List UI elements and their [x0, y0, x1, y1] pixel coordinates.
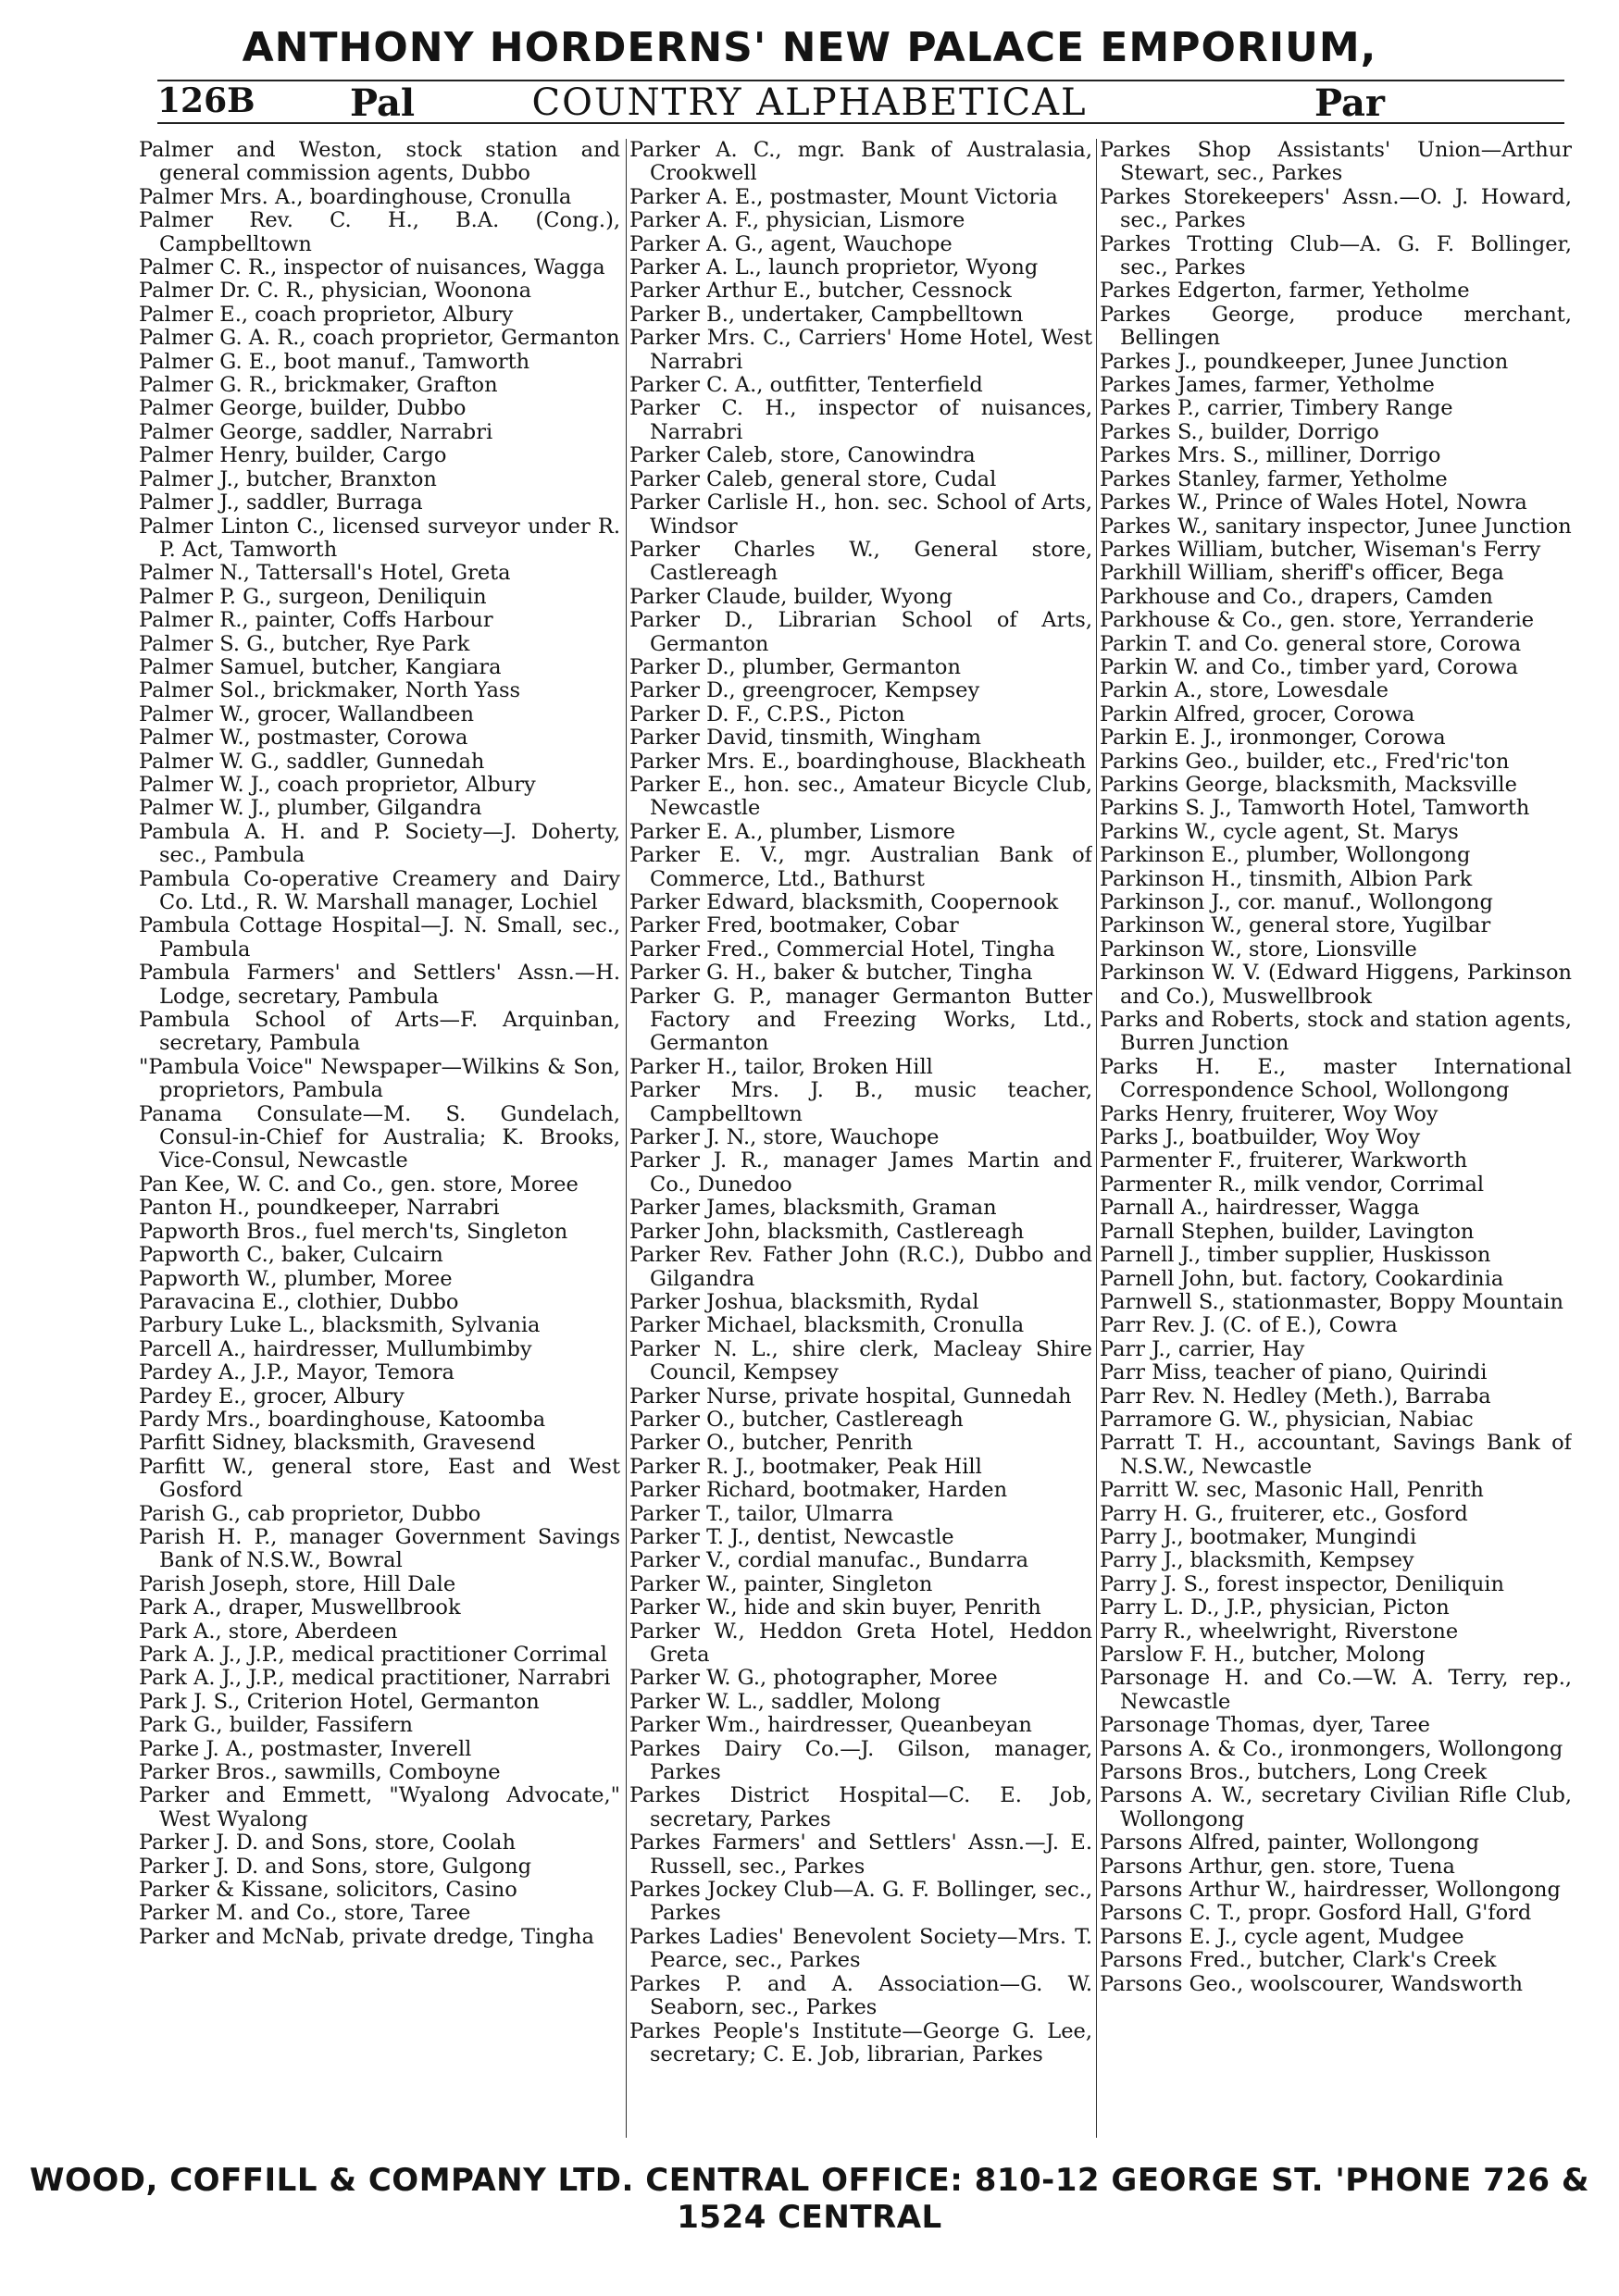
directory-entry: Park J. S., Criterion Hotel, Germanton [139, 1689, 540, 1714]
directory-entry: Parker E., hon. sec., Amateur Bicycle Club, Newcastle [629, 772, 1092, 821]
directory-entry: Parratt T. H., accountant, Savings Bank of N.S.W., Newcastle [1100, 1431, 1572, 1479]
directory-entry: Palmer Dr. C. R., physician, Woonona [139, 279, 532, 304]
directory-entry: Parsons Alfred, painter, Wollongong [1100, 1831, 1479, 1855]
directory-entry: Palmer Henry, builder, Cargo [139, 443, 447, 468]
directory-entry: Parkin A., store, Lowesdale [1100, 678, 1389, 703]
directory-entry: Parks Henry, fruiterer, Woy Woy [1100, 1101, 1438, 1126]
directory-entry: Parkin E. J., ironmonger, Corowa [1100, 726, 1446, 751]
directory-entry: Parry J. S., forest inspector, Deniliquin [1100, 1571, 1504, 1596]
directory-entry: Parker & Kissane, solicitors, Casino [139, 1878, 517, 1903]
directory-entry: Parfitt W., general store, East and West Gosford [139, 1454, 620, 1503]
directory-entry: Parker E. V., mgr. Australian Bank of Commerce, Ltd., Bathurst [629, 843, 1092, 891]
directory-entry: Parker Caleb, store, Canowindra [629, 443, 976, 468]
directory-entry: Parkes Ladies' Benevolent Society—Mrs. T. Pearce, sec., Parkes [629, 1924, 1092, 1973]
directory-entry: Parker Bros., sawmills, Comboyne [139, 1760, 501, 1785]
directory-entry: Parker A. C., mgr. Bank of Australasia, Crookwell [629, 139, 1092, 186]
directory-entry: Parks and Roberts, stock and station agents, Burren Junction [1100, 1008, 1572, 1056]
directory-entry: Parker V., cordial manufac., Bundarra [629, 1548, 1028, 1573]
directory-entry: Parsons A. & Co., ironmongers, Wollongong [1100, 1736, 1563, 1761]
directory-entry: Parmenter F., fruiterer, Warkworth [1100, 1148, 1468, 1173]
directory-entry: Palmer N., Tattersall's Hotel, Greta [139, 561, 511, 586]
directory-entry: Parritt W. sec, Masonic Hall, Penrith [1100, 1478, 1484, 1503]
directory-entry: Parnwell S., stationmaster, Boppy Mountain [1100, 1289, 1563, 1314]
directory-entry: Parsons Bros., butchers, Long Creek [1100, 1760, 1488, 1785]
directory-entry: Parke J. A., postmaster, Inverell [139, 1736, 472, 1761]
directory-entry: Parkinson J., cor. manuf., Wollongong [1100, 890, 1493, 914]
directory-entry: Parker Arthur E., butcher, Cessnock [629, 279, 1012, 304]
directory-entry: Palmer W. J., coach proprietor, Albury [139, 772, 536, 797]
directory-entry: Palmer E., coach proprietor, Albury [139, 302, 514, 327]
directory-entry: Palmer P. G., surgeon, Deniliquin [139, 584, 487, 609]
directory-entry: Palmer Linton C., licensed surveyor under R. P. Act, Tamworth [139, 514, 620, 562]
directory-entry: Parsons C. T., propr. Gosford Hall, G'ford [1100, 1901, 1532, 1926]
directory-entry: Parr Miss, teacher of piano, Quirindi [1100, 1360, 1488, 1385]
directory-entry: Parr Rev. N. Hedley (Meth.), Barraba [1100, 1384, 1491, 1409]
directory-entry: Parker N. L., shire clerk, Macleay Shire Council, Kempsey [629, 1336, 1092, 1385]
directory-entry: Parfitt Sidney, blacksmith, Gravesend [139, 1431, 536, 1456]
directory-entry: Parker J. R., manager James Martin and Co., Dunedoo [629, 1148, 1092, 1197]
directory-entry: Parker A. E., postmaster, Mount Victoria [629, 184, 1058, 209]
directory-entry: Parkin Alfred, grocer, Corowa [1100, 701, 1415, 726]
directory-entry: Parker A. F., physician, Lismore [629, 208, 965, 233]
directory-entry: Parker David, tinsmith, Wingham [629, 726, 981, 751]
directory-entry: Papworth W., plumber, Moree [139, 1266, 453, 1291]
directory-entry: Parnell John, but. factory, Cookardinia [1100, 1266, 1504, 1291]
directory-entry: Parker Charles W., General store, Castlereagh [629, 537, 1092, 586]
right-guide-word: Par [1314, 81, 1385, 125]
directory-entry: Parsonage Thomas, dyer, Taree [1100, 1713, 1430, 1738]
directory-entry: Parker G. H., baker & butcher, Tingha [629, 961, 1033, 986]
directory-entry: Parry J., bootmaker, Mungindi [1100, 1524, 1417, 1549]
directory-entry: Parker W. G., photographer, Moree [629, 1666, 998, 1691]
directory-entry: Pambula Co-operative Creamery and Dairy Co. Ltd., R. W. Marshall manager, Lochiel [139, 866, 620, 914]
directory-entry: Parker C. H., inspector of nuisances, Narrabri [629, 396, 1092, 444]
directory-entry: Parkes Farmers' and Settlers' Assn.—J. E. Russell, sec., Parkes [629, 1831, 1092, 1879]
directory-entry: Parker E. A., plumber, Lismore [629, 819, 955, 844]
directory-entry: Parkes George, produce merchant, Bellingen [1100, 302, 1572, 351]
directory-entry: Parker O., butcher, Castlereagh [629, 1407, 964, 1432]
directory-entry: Pambula Cottage Hospital—J. N. Small, sec., Pambula [139, 913, 620, 962]
directory-entry: "Pambula Voice" Newspaper—Wilkins & Son, proprietors, Pambula [139, 1054, 620, 1103]
directory-entry: Parkes J., poundkeeper, Junee Junction [1100, 349, 1509, 374]
directory-entry: Parkinson H., tinsmith, Albion Park [1100, 866, 1473, 891]
directory-entry: Parkes W., sanitary inspector, Junee Junction [1100, 514, 1572, 539]
directory-entry: Pardy Mrs., boardinghouse, Katoomba [139, 1407, 546, 1432]
directory-entry: Parker Joshua, blacksmith, Rydal [629, 1289, 979, 1314]
directory-column-3 [1100, 139, 1572, 2138]
directory-entry: Parnall A., hairdresser, Wagga [1100, 1196, 1420, 1221]
directory-entry: Parkes P. and A. Association—G. W. Seaborn, sec., Parkes [629, 1971, 1092, 2020]
directory-entry: Palmer Sol., brickmaker, North Yass [139, 678, 521, 703]
directory-entry: Parkes Storekeepers' Assn.—O. J. Howard, sec., Parkes [1100, 184, 1572, 233]
directory-entry: Parker Rev. Father John (R.C.), Dubbo and Gilgandra [629, 1243, 1092, 1291]
directory-entry: Parkin T. and Co. general store, Corowa [1100, 631, 1522, 656]
directory-entry: Parker D., greengrocer, Kempsey [629, 678, 980, 703]
directory-entry: Parish G., cab proprietor, Dubbo [139, 1501, 481, 1526]
directory-entry: Parker Edward, blacksmith, Coopernook [629, 890, 1059, 914]
directory-entry: Parry L. D., J.P., physician, Picton [1100, 1595, 1450, 1620]
directory-entry: Parker Richard, bootmaker, Harden [629, 1478, 1008, 1503]
directory-entry: Parsons A. W., secretary Civilian Rifle Club, Wollongong [1100, 1783, 1572, 1831]
directory-entry: Parish H. P., manager Government Savings Bank of N.S.W., Bowral [139, 1524, 620, 1573]
directory-entry: Parkins Geo., builder, etc., Fred'ric'ton [1100, 749, 1510, 774]
directory-entry: Park G., builder, Fassifern [139, 1713, 413, 1738]
directory-entry: Parker Wm., hairdresser, Queanbeyan [629, 1713, 1032, 1738]
directory-entry: Palmer Samuel, butcher, Kangiara [139, 654, 502, 679]
directory-entry: Parkes Edgerton, farmer, Yetholme [1100, 279, 1470, 304]
directory-entry: Parkhouse and Co., drapers, Camden [1100, 584, 1493, 609]
directory-entry: Parkins S. J., Tamworth Hotel, Tamworth [1100, 796, 1530, 821]
directory-entry: Parkinson W., general store, Yugilbar [1100, 913, 1491, 938]
directory-entry: Parker John, blacksmith, Castlereagh [629, 1219, 1025, 1244]
directory-entry: Parker O., butcher, Penrith [629, 1431, 914, 1456]
directory-entry: Panton H., poundkeeper, Narrabri [139, 1196, 500, 1221]
directory-entry: Parker Mrs. C., Carriers' Home Hotel, West Narrabri [629, 326, 1092, 374]
directory-entry: Parkinson W. V. (Edward Higgens, Parkinson and Co.), Muswellbrook [1100, 961, 1572, 1009]
directory-entry: Palmer G. R., brickmaker, Grafton [139, 373, 498, 398]
directory-entry: Palmer J., saddler, Burraga [139, 490, 423, 515]
directory-entry: Parkes James, farmer, Yetholme [1100, 373, 1435, 398]
directory-entry: Parsons Arthur W., hairdresser, Wollongong [1100, 1878, 1561, 1903]
directory-entry: Parker J. D. and Sons, store, Gulgong [139, 1854, 532, 1879]
directory-entry: Parker Nurse, private hospital, Gunnedah [629, 1384, 1072, 1409]
directory-entry: Parkes W., Prince of Wales Hotel, Nowra [1100, 490, 1527, 515]
directory-entry: Parker W. L., saddler, Molong [629, 1689, 941, 1714]
directory-entry: Pambula School of Arts—F. Arquinban, secretary, Pambula [139, 1008, 620, 1056]
directory-entry: Parker Fred, bootmaker, Cobar [629, 913, 959, 938]
directory-entry: Parker D., Librarian School of Arts, Germanton [629, 608, 1092, 656]
directory-entry: Parkinson W., store, Lionsville [1100, 937, 1417, 962]
directory-entry: Parker W., Heddon Greta Hotel, Heddon Greta [629, 1619, 1092, 1667]
directory-entry: Parker R. J., bootmaker, Peak Hill [629, 1454, 982, 1479]
directory-entry: Panama Consulate—M. S. Gundelach, Consul-in-Chief for Australia; K. Brooks, Vice-Consul, Newcastle [139, 1101, 620, 1173]
directory-entry: Parker Carlisle H., hon. sec. School of Arts, Windsor [629, 490, 1092, 539]
directory-entry: Parry R., wheelwright, Riverstone [1100, 1619, 1459, 1644]
directory-entry: Parkes P., carrier, Timbery Range [1100, 396, 1453, 421]
directory-column-1 [139, 139, 620, 2138]
directory-entry: Parnell J., timber supplier, Huskisson [1100, 1243, 1491, 1268]
directory-entry: Palmer George, builder, Dubbo [139, 396, 467, 421]
directory-entry: Parker H., tailor, Broken Hill [629, 1054, 933, 1079]
directory-entry: Parkhouse & Co., gen. store, Yerranderie [1100, 608, 1535, 633]
directory-entry: Palmer R., painter, Coffs Harbour [139, 608, 493, 633]
directory-entry: Parker Mrs. J. B., music teacher, Campbelltown [629, 1078, 1092, 1126]
advertising-banner: ANTHONY HORDERNS' NEW PALACE EMPORIUM, [242, 24, 1377, 71]
directory-entry: Palmer G. E., boot manuf., Tamworth [139, 349, 530, 374]
directory-entry: Palmer W. J., plumber, Gilgandra [139, 796, 482, 821]
directory-entry: Parbury Luke L., blacksmith, Sylvania [139, 1313, 541, 1338]
directory-entry: Parker W., painter, Singleton [629, 1571, 933, 1596]
directory-entry: Parnall Stephen, builder, Lavington [1100, 1219, 1475, 1244]
directory-entry: Parker and Emmett, "Wyalong Advocate," West Wyalong [139, 1783, 620, 1831]
directory-entry: Parmenter R., milk vendor, Corrimal [1100, 1172, 1485, 1197]
directory-entry: Parsons E. J., cycle agent, Mudgee [1100, 1924, 1464, 1949]
directory-entry: Parker M. and Co., store, Taree [139, 1901, 471, 1926]
directory-entry: Parks J., boatbuilder, Woy Woy [1100, 1125, 1421, 1150]
directory-entry: Palmer W., postmaster, Corowa [139, 726, 468, 751]
directory-entry: Parker W., hide and skin buyer, Penrith [629, 1595, 1041, 1620]
directory-entry: Park A. J., J.P., medical practitioner Corrimal [139, 1643, 607, 1667]
directory-entry: Parker James, blacksmith, Graman [629, 1196, 997, 1221]
directory-entry: Parsonage H. and Co.—W. A. Terry, rep., Newcastle [1100, 1666, 1572, 1714]
directory-entry: Palmer Rev. C. H., B.A. (Cong.), Campbelltown [139, 208, 620, 256]
directory-entry: Parish Joseph, store, Hill Dale [139, 1571, 456, 1596]
directory-entry: Parr J., carrier, Hay [1100, 1336, 1305, 1361]
directory-entry: Parkes People's Institute—George G. Lee, secretary; C. E. Job, librarian, Parkes [629, 2018, 1092, 2066]
directory-entry: Parker D., plumber, Germanton [629, 654, 961, 679]
directory-entry: Parsons Geo., woolscourer, Wandsworth [1100, 1971, 1523, 1996]
directory-entry: Parr Rev. J. (C. of E.), Cowra [1100, 1313, 1398, 1338]
directory-entry: Palmer W., grocer, Wallandbeen [139, 701, 474, 726]
directory-entry: Parkes S., builder, Dorrigo [1100, 419, 1379, 444]
column-divider [626, 139, 627, 2138]
directory-entry: Parry J., blacksmith, Kempsey [1100, 1548, 1414, 1573]
directory-entry: Papworth C., baker, Culcairn [139, 1243, 443, 1268]
directory-entry: Papworth Bros., fuel merch'ts, Singleton [139, 1219, 568, 1244]
directory-entry: Pardey A., J.P., Mayor, Temora [139, 1360, 455, 1385]
directory-entry: Parker B., undertaker, Campbelltown [629, 302, 1024, 327]
directory-entry: Parker Michael, blacksmith, Cronulla [629, 1313, 1025, 1338]
left-guide-word: Pal [350, 81, 416, 125]
directory-entry: Parkes Trotting Club—A. G. F. Bollinger, sec., Parkes [1100, 231, 1572, 280]
directory-entry: Parkes Mrs. S., milliner, Dorrigo [1100, 443, 1441, 468]
directory-entry: Park A., draper, Muswellbrook [139, 1595, 461, 1620]
page-number: 126B [157, 81, 255, 120]
directory-entry: Parslow F. H., butcher, Molong [1100, 1643, 1426, 1667]
directory-entry: Parker C. A., outfitter, Tenterfield [629, 373, 983, 398]
directory-entry: Parkin W. and Co., timber yard, Corowa [1100, 654, 1519, 679]
directory-entry: Park A., store, Aberdeen [139, 1619, 398, 1644]
directory-entry: Parker A. L., launch proprietor, Wyong [629, 255, 1039, 280]
directory-entry: Parker J. D. and Sons, store, Coolah [139, 1831, 516, 1855]
directory-entry: Parker G. P., manager Germanton Butter Factory and Freezing Works, Ltd., Germanton [629, 984, 1092, 1056]
directory-entry: Parkes Jockey Club—A. G. F. Bollinger, sec., Parkes [629, 1878, 1092, 1926]
section-title: COUNTRY ALPHABETICAL [531, 81, 1088, 124]
directory-entry: Parker and McNab, private dredge, Tingha [139, 1924, 594, 1949]
directory-entry: Parkes Shop Assistants' Union—Arthur Stewart, sec., Parkes [1100, 139, 1572, 186]
directory-entry: Park A. J., J.P., medical practitioner, Narrabri [139, 1666, 611, 1691]
directory-entry: Palmer W. G., saddler, Gunnedah [139, 749, 485, 774]
directory-entry: Paravacina E., clothier, Dubbo [139, 1289, 459, 1314]
directory-entry: Parkes District Hospital—C. E. Job, secretary, Parkes [629, 1783, 1092, 1831]
directory-entry: Parcell A., hairdresser, Mullumbimby [139, 1336, 532, 1361]
directory-entry: Parkins W., cycle agent, St. Marys [1100, 819, 1459, 844]
directory-entry: Pardey E., grocer, Albury [139, 1384, 405, 1409]
directory-entry: Parker J. N., store, Wauchope [629, 1125, 940, 1150]
directory-entry: Parsons Fred., butcher, Clark's Creek [1100, 1948, 1497, 1973]
column-divider [1096, 139, 1097, 2138]
directory-entry: Palmer J., butcher, Branxton [139, 466, 437, 491]
directory-entry: Parkes Dairy Co.—J. Gilson, manager, Parkes [629, 1736, 1092, 1785]
directory-entry: Parkhill William, sheriff's officer, Bega [1100, 561, 1504, 586]
directory-entry: Palmer S. G., butcher, Rye Park [139, 631, 470, 656]
directory-entry: Parkins George, blacksmith, Macksville [1100, 772, 1517, 797]
directory-entry: Palmer C. R., inspector of nuisances, Wagga [139, 255, 605, 280]
directory-entry: Parker Claude, builder, Wyong [629, 584, 953, 609]
directory-entry: Pambula A. H. and P. Society—J. Doherty, sec., Pambula [139, 819, 620, 868]
directory-entry: Palmer Mrs. A., boardinghouse, Cronulla [139, 184, 572, 209]
advertising-footer: WOOD, COFFILL & COMPANY LTD. CENTRAL OFFICE: 810-12 GEORGE ST. 'PHONE 726 & 1524 CENTRAL [29, 2162, 1590, 2236]
directory-entry: Parker T. J., dentist, Newcastle [629, 1524, 954, 1549]
directory-entry: Palmer and Weston, stock station and general commission agents, Dubbo [139, 139, 620, 186]
directory-entry: Palmer G. A. R., coach proprietor, Germanton [139, 326, 620, 351]
directory-entry: Parker Fred., Commercial Hotel, Tingha [629, 937, 1055, 962]
directory-entry: Pan Kee, W. C. and Co., gen. store, Moree [139, 1172, 579, 1197]
directory-entry: Palmer George, saddler, Narrabri [139, 419, 493, 444]
directory-entry: Parry H. G., fruiterer, etc., Gosford [1100, 1501, 1468, 1526]
directory-entry: Parker A. G., agent, Wauchope [629, 231, 953, 256]
header-rule-bottom [157, 122, 1564, 124]
directory-entry: Parker D. F., C.P.S., Picton [629, 701, 905, 726]
directory-entry: Parker T., tailor, Ulmarra [629, 1501, 894, 1526]
directory-entry: Parks H. E., master International Correspondence School, Wollongong [1100, 1054, 1572, 1103]
directory-entry: Parramore G. W., physician, Nabiac [1100, 1407, 1474, 1432]
directory-entry: Parsons Arthur, gen. store, Tuena [1100, 1854, 1455, 1879]
directory-entry: Pambula Farmers' and Settlers' Assn.—H. Lodge, secretary, Pambula [139, 961, 620, 1009]
directory-column-2 [629, 139, 1092, 2138]
directory-entry: Parkes William, butcher, Wiseman's Ferry [1100, 537, 1541, 562]
directory-entry: Parkinson E., plumber, Wollongong [1100, 843, 1471, 868]
directory-entry: Parker Caleb, general store, Cudal [629, 466, 997, 491]
directory-entry: Parker Mrs. E., boardinghouse, Blackheath [629, 749, 1087, 774]
directory-entry: Parkes Stanley, farmer, Yetholme [1100, 466, 1448, 491]
